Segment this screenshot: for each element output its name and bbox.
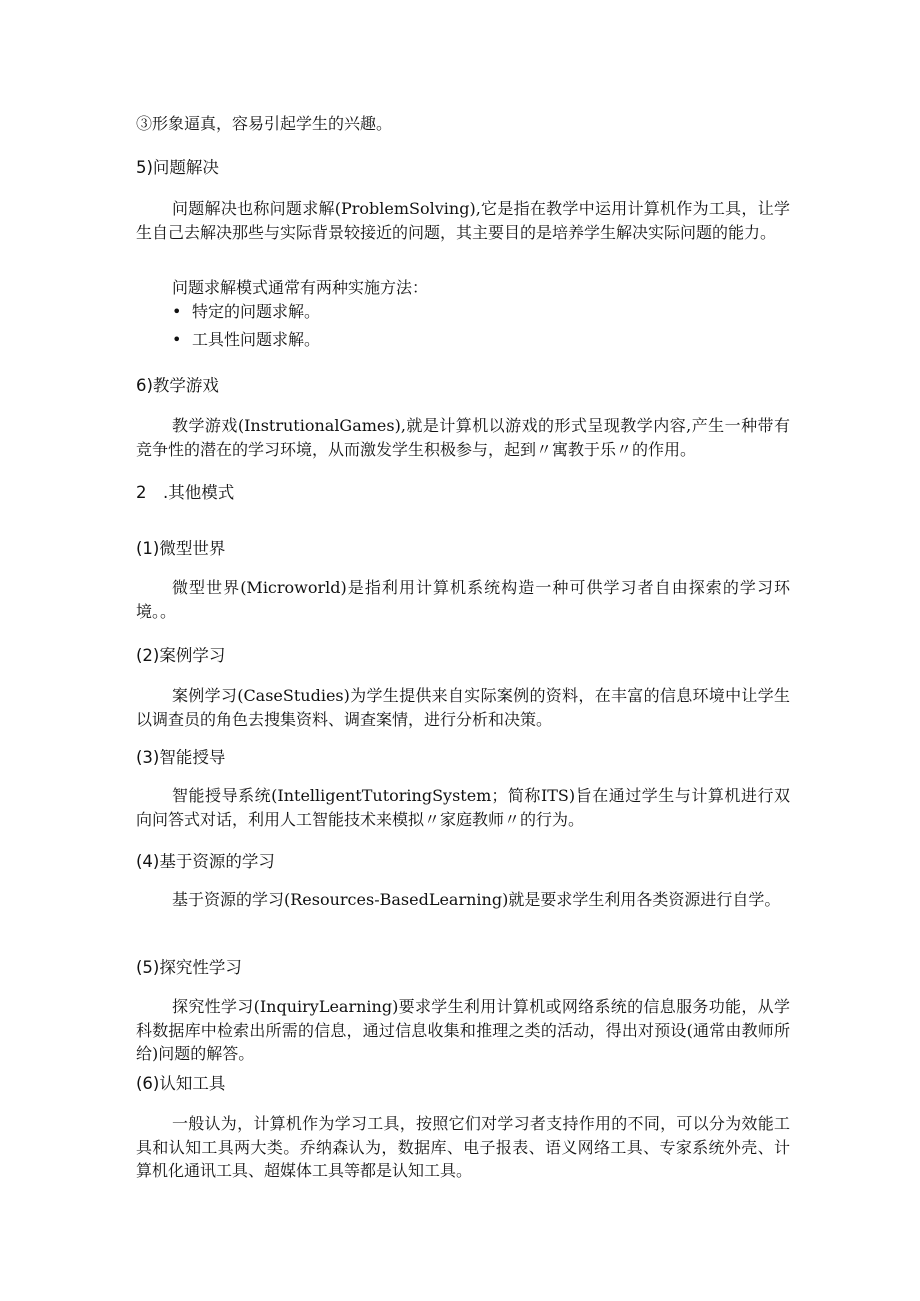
list-item-text: 工具性问题求解。: [192, 330, 321, 349]
paragraph-intelligent-tutoring: 智能授导系统(IntelligentTutoringSystem；简称ITS)旨在通过学生与计算机进行双向问答式对话，利用人工智能技术来模拟〃家庭教师〃的行为。: [136, 786, 790, 829]
paragraph-microworld: 微型世界(Microworld)是指利用计算机系统构造一种可供学习者自由探索的学习环境。。: [136, 578, 790, 621]
heading-instructional-games: 6)教学游戏: [136, 376, 219, 395]
paragraph-cognitive-tools: 一般认为，计算机作为学习工具，按照它们对学习者支持作用的不同，可以分为效能工具和认知工具两大类。乔纳森认为，数据库、电子报表、语义网络工具、专家系统外壳、计算机化通讯工具、超媒体工具等都是认知工具。: [136, 1114, 790, 1180]
list-item: [172, 301, 772, 323]
list-item: [172, 329, 772, 351]
heading-microworld: (1)微型世界: [136, 539, 226, 558]
heading-resource-based-learning: (4)基于资源的学习: [136, 852, 275, 871]
bullet-icon: •: [172, 302, 182, 321]
paragraph-problem-solving: 问题解决也称问题求解(ProblemSolving),它是指在教学中运用计算机作为工具，让学生自己去解决那些与实际背景较接近的问题，其主要目的是培养学生解决实际问题的能力。: [136, 199, 790, 242]
heading-intelligent-tutoring: (3)智能授导: [136, 748, 226, 767]
list-item-text: 特定的问题求解。: [192, 302, 321, 321]
paragraph-problem-solving-methods: 问题求解模式通常有两种实施方法：: [172, 278, 429, 297]
paragraph-case-studies: 案例学习(CaseStudies)为学生提供来自实际案例的资料，在丰富的信息环境中让学生以调查员的角色去搜集资料、调查案情，进行分析和决策。: [136, 686, 790, 729]
bullet-icon: •: [172, 330, 182, 349]
heading-inquiry-learning: (5)探究性学习: [136, 958, 242, 977]
heading-case-studies: (2)案例学习: [136, 646, 226, 665]
heading-other-modes: 2 .其他模式: [136, 483, 235, 502]
heading-problem-solving: 5)问题解决: [136, 158, 219, 177]
paragraph-instructional-games: 教学游戏(InstrutionalGames),就是计算机以游戏的形式呈现教学内容,产生一种带有竞争性的潜在的学习环境，从而激发学生积极参与，起到〃寓教于乐〃的作用。: [136, 416, 790, 459]
heading-cognitive-tools: (6)认知工具: [136, 1074, 226, 1093]
paragraph-inquiry-learning: 探究性学习(InquiryLearning)要求学生利用计算机或网络系统的信息服务功能，从学科数据库中检索出所需的信息，通过信息收集和推理之类的活动，得出对预设(通常由教师所给)问题的解答。: [136, 997, 790, 1063]
circled-item-3: ③形象逼真，容易引起学生的兴趣。: [136, 114, 393, 133]
paragraph-resource-based-learning: 基于资源的学习(Resources-BasedLearning)就是要求学生利用各类资源进行自学。: [172, 890, 781, 909]
